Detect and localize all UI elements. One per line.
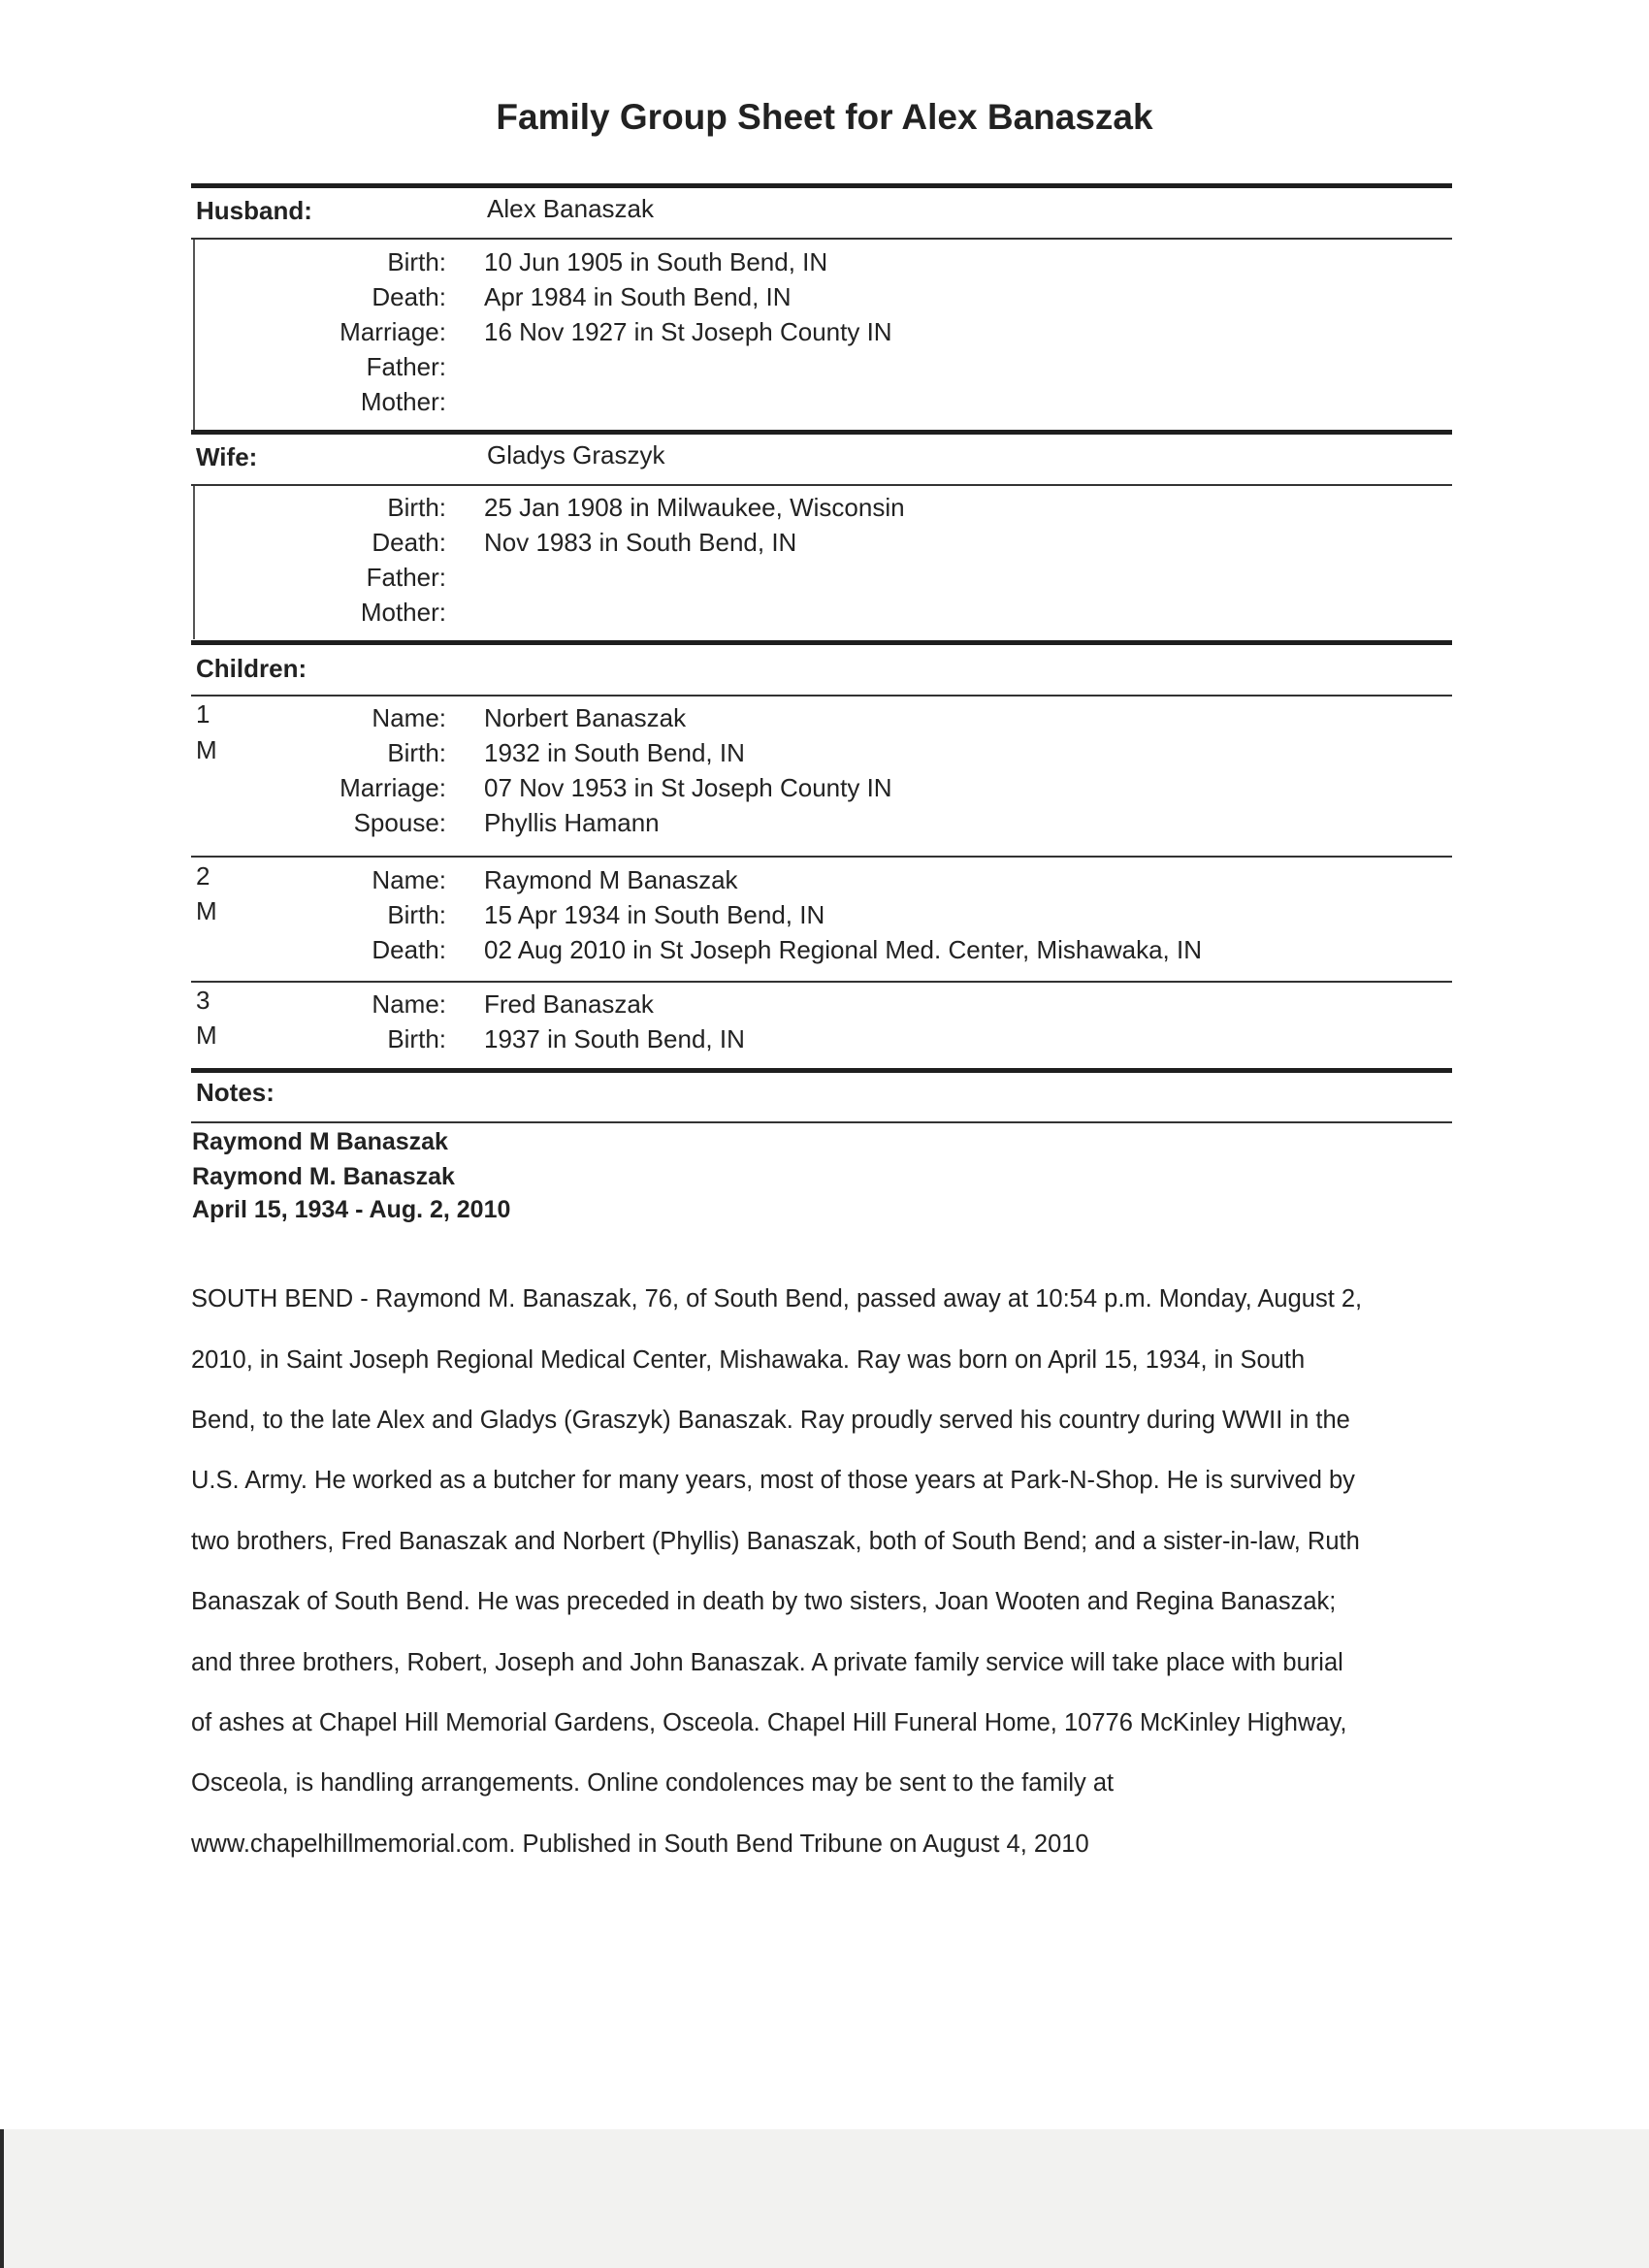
obituary-line: two brothers, Fred Banaszak and Norbert (Phyllis) Banaszak, both of South Bend; and a sister-in-law, Ruth [191, 1527, 1360, 1555]
wife-mother-label: Mother: [360, 598, 446, 627]
husband-marriage-value: 16 Nov 1927 in St Joseph County IN [484, 317, 892, 346]
obituary-line: Bend, to the late Alex and Gladys (Graszyk) Banaszak. Ray proudly served his country during WWII in the [191, 1407, 1350, 1435]
child-sex: M [196, 896, 217, 925]
scan-edge-bar [0, 2129, 4, 2268]
section-rule [191, 183, 1452, 188]
page-title: Family Group Sheet for Alex Banaszak [496, 97, 1153, 137]
divider [191, 695, 1452, 697]
wife-name: Gladys Graszyk [487, 440, 665, 470]
obituary-line: Osceola, is handling arrangements. Online condolences may be sent to the family at [191, 1769, 1115, 1798]
wife-birth-value: 25 Jan 1908 in Milwaukee, Wisconsin [484, 493, 905, 522]
wife-death-label: Death: [372, 528, 446, 557]
child-name-label: Name: [372, 703, 446, 732]
child-birth-value: 15 Apr 1934 in South Bend, IN [484, 900, 825, 929]
child-death-label: Death: [372, 935, 446, 964]
child-number: 2 [196, 861, 210, 891]
section-rule [191, 1068, 1452, 1073]
note-heading: Raymond M Banaszak [192, 1128, 448, 1155]
child-sex: M [196, 1021, 217, 1050]
wife-section-label: Wife: [196, 442, 258, 471]
child-birth-label: Birth: [387, 738, 446, 767]
obituary-line: Banaszak of South Bend. He was preceded in death by two sisters, Joan Wooten and Regina Banaszak; [191, 1588, 1337, 1616]
obituary-line: SOUTH BEND - Raymond M. Banaszak, 76, of South Bend, passed away at 10:54 p.m. Monday, August 2, [191, 1285, 1363, 1313]
divider [191, 484, 1452, 486]
wife-father-label: Father: [366, 563, 446, 592]
child-death-value: 02 Aug 2010 in St Joseph Regional Med. Center, Mishawaka, IN [484, 935, 1202, 964]
husband-section-label: Husband: [196, 196, 312, 225]
child-name-label: Name: [372, 865, 446, 894]
child-spouse-label: Spouse: [353, 808, 446, 837]
left-rule [193, 240, 195, 430]
child-name-value: Fred Banaszak [484, 989, 654, 1019]
child-number: 3 [196, 986, 210, 1015]
note-heading: Raymond M. Banaszak [192, 1163, 455, 1190]
husband-name: Alex Banaszak [487, 194, 654, 223]
wife-birth-label: Birth: [387, 493, 446, 522]
husband-death-label: Death: [372, 282, 446, 311]
obituary-line: U.S. Army. He worked as a butcher for many years, most of those years at Park-N-Shop. He is survived by [191, 1467, 1355, 1495]
child-birth-label: Birth: [387, 1024, 446, 1053]
child-marriage-label: Marriage: [340, 773, 446, 802]
left-rule [193, 486, 195, 639]
child-name-label: Name: [372, 989, 446, 1019]
divider [191, 856, 1452, 858]
husband-birth-value: 10 Jun 1905 in South Bend, IN [484, 247, 828, 276]
notes-section-label: Notes: [196, 1078, 275, 1107]
divider [191, 1121, 1452, 1123]
wife-death-value: Nov 1983 in South Bend, IN [484, 528, 797, 557]
section-rule [191, 640, 1452, 645]
child-marriage-value: 07 Nov 1953 in St Joseph County IN [484, 773, 892, 802]
note-heading: April 15, 1934 - Aug. 2, 2010 [192, 1196, 511, 1223]
husband-death-value: Apr 1984 in South Bend, IN [484, 282, 792, 311]
obituary-text [191, 1254, 1462, 1890]
section-rule [191, 430, 1452, 435]
obituary-line: www.chapelhillmemorial.com. Published in South Bend Tribune on August 4, 2010 [191, 1830, 1089, 1858]
divider [191, 238, 1452, 240]
child-number: 1 [196, 699, 210, 729]
child-name-value: Raymond M Banaszak [484, 865, 738, 894]
child-birth-label: Birth: [387, 900, 446, 929]
child-birth-value: 1937 in South Bend, IN [484, 1024, 745, 1053]
husband-father-label: Father: [366, 352, 446, 381]
scan-edge [0, 2129, 1649, 2268]
obituary-line: and three brothers, Robert, Joseph and John Banaszak. A private family service will take place with burial [191, 1648, 1343, 1676]
child-sex: M [196, 735, 217, 764]
obituary-line: 2010, in Saint Joseph Regional Medical Center, Mishawaka. Ray was born on April 15, 1934, in South [191, 1345, 1306, 1374]
child-birth-value: 1932 in South Bend, IN [484, 738, 745, 767]
obituary-line: of ashes at Chapel Hill Memorial Gardens, Osceola. Chapel Hill Funeral Home, 10776 McKinley Highway, [191, 1709, 1347, 1737]
child-name-value: Norbert Banaszak [484, 703, 687, 732]
children-section-label: Children: [196, 654, 307, 683]
husband-birth-label: Birth: [387, 247, 446, 276]
husband-marriage-label: Marriage: [340, 317, 446, 346]
child-spouse-value: Phyllis Hamann [484, 808, 660, 837]
husband-mother-label: Mother: [360, 387, 446, 416]
divider [191, 981, 1452, 983]
